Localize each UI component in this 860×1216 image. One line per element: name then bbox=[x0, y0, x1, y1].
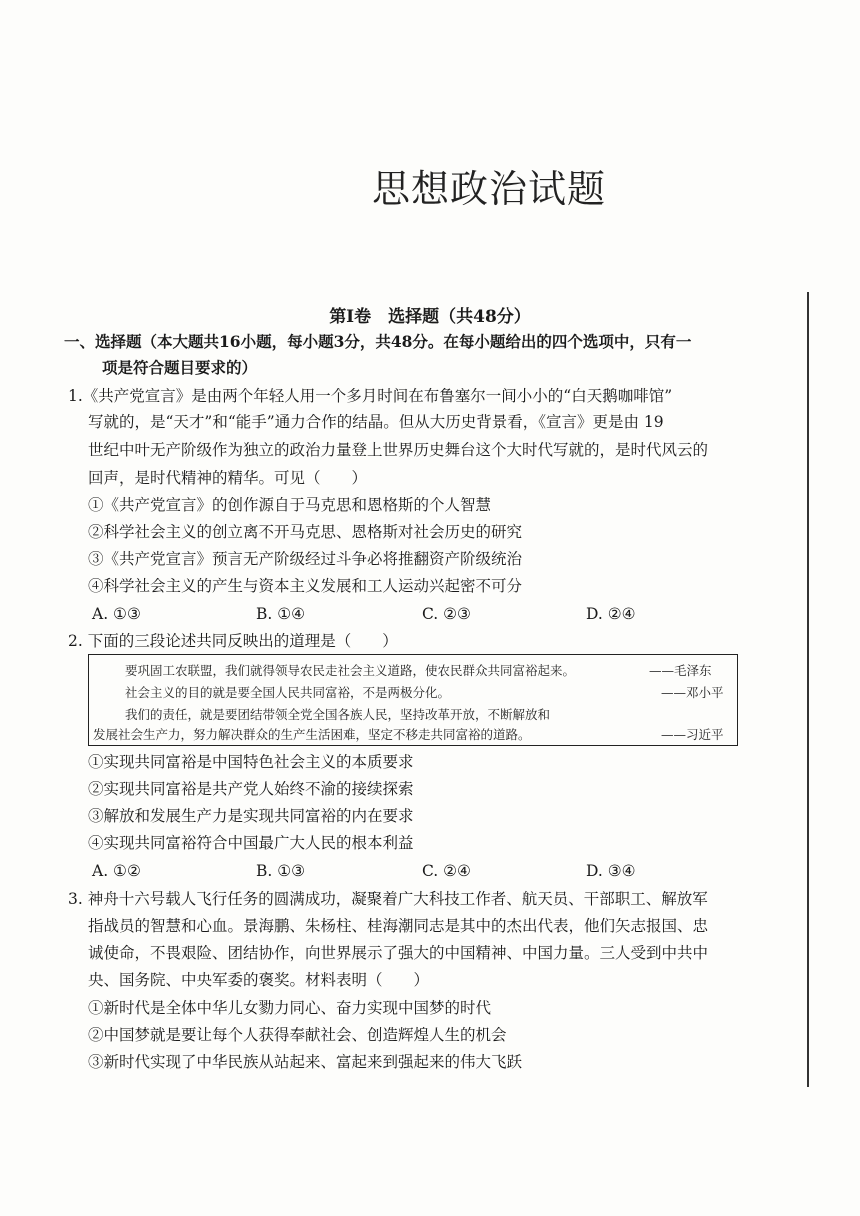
q2-option-a[interactable]: A. ①② bbox=[92, 862, 141, 880]
q2-option-d[interactable]: D. ③④ bbox=[586, 862, 636, 880]
quote-text-3: 我们的责任，就是要团结带领全党全国各族人民，坚持改革开放，不断解放和 bbox=[125, 707, 551, 722]
q1-item-1: ①《共产党宣言》的创作源自于马克思和恩格斯的个人智慧 bbox=[88, 496, 492, 514]
q2-item-2: ②实现共同富裕是共产党人始终不渝的接续探索 bbox=[88, 780, 414, 798]
quote-source-1: ——毛泽东 bbox=[649, 663, 712, 678]
q1-stem-line1: 1.《共产党宣言》是由两个年轻人用一个多月时间在布鲁塞尔一间小小的“白天鹅咖啡馆” bbox=[68, 387, 673, 405]
q3-stem-line4: 央、国务院、中央军委的褒奖。材料表明（ ） bbox=[88, 971, 430, 989]
q3-item-3: ③新时代实现了中华民族从站起来、富起来到强起来的伟大飞跃 bbox=[88, 1053, 523, 1071]
q2-option-b[interactable]: B. ①③ bbox=[256, 862, 306, 880]
quote-source-4: ——习近平 bbox=[661, 727, 724, 742]
q2-stem: 2. 下面的三段论述共同反映出的道理是（ ） bbox=[68, 632, 398, 650]
q1-item-4: ④科学社会主义的产生与资本主义发展和工人运动兴起密不可分 bbox=[88, 577, 523, 595]
quote-text-4: 发展社会生产力，努力解决群众的生产生活困难，坚定不移走共同富裕的道路。 bbox=[93, 727, 531, 742]
q3-item-1: ①新时代是全体中华儿女勠力同心、奋力实现中国梦的时代 bbox=[88, 999, 492, 1017]
q2-item-3: ③解放和发展生产力是实现共同富裕的内在要求 bbox=[88, 807, 414, 825]
quote-box bbox=[88, 654, 738, 746]
margin-rule bbox=[807, 292, 809, 1087]
quote-text-1: 要巩固工农联盟，我们就得领导农民走社会主义道路，使农民群众共同富裕起来。 bbox=[125, 663, 576, 678]
q1-option-b[interactable]: B. ①④ bbox=[256, 605, 306, 623]
q1-stem-line2: 写就的，是“天才”和“能手”通力合作的结晶。但从大历史背景看，《宣言》更是由 19 bbox=[88, 413, 664, 431]
q1-item-3: ③《共产党宣言》预言无产阶级经过斗争必将推翻资产阶级统治 bbox=[88, 550, 523, 568]
q3-stem-line2: 指战员的智慧和心血。景海鹏、朱杨柱、桂海潮同志是其中的杰出代表，他们矢志报国、忠 bbox=[88, 917, 709, 935]
q2-item-4: ④实现共同富裕符合中国最广大人民的根本利益 bbox=[88, 834, 414, 852]
q2-item-1: ①实现共同富裕是中国特色社会主义的本质要求 bbox=[88, 753, 414, 771]
q1-option-a[interactable]: A. ①③ bbox=[92, 605, 141, 623]
q3-item-2: ②中国梦就是要让每个人获得奉献社会、创造辉煌人生的机会 bbox=[88, 1026, 507, 1044]
q1-stem-line3: 世纪中叶无产阶级作为独立的政治力量登上世界历史舞台这个大时代写就的，是时代风云的 bbox=[88, 441, 709, 459]
q2-option-c[interactable]: C. ②④ bbox=[422, 862, 471, 880]
part-instructions-line1: 一、选择题（本大题共16小题，每小题3分，共48分。在每小题给出的四个选项中，只有一 bbox=[64, 332, 692, 351]
page-title: 思想政治试题 bbox=[372, 167, 607, 211]
q1-option-c[interactable]: C. ②③ bbox=[422, 605, 471, 623]
q1-option-d[interactable]: D. ②④ bbox=[586, 605, 636, 623]
q1-stem-line4: 回声，是时代精神的精华。可见（ ） bbox=[88, 469, 368, 487]
q3-stem-line3: 诚使命，不畏艰险、团结协作，向世界展示了强大的中国精神、中国力量。三人受到中共中 bbox=[88, 944, 709, 962]
quote-source-2: ——邓小平 bbox=[661, 685, 724, 700]
part-instructions-line2: 项是符合题目要求的） bbox=[102, 358, 258, 377]
section-title: 第Ⅰ卷 选择题（共48分） bbox=[329, 307, 531, 327]
quote-text-2: 社会主义的目的就是要全国人民共同富裕，不是两极分化。 bbox=[125, 685, 451, 700]
q1-item-2: ②科学社会主义的创立离不开马克思、恩格斯对社会历史的研究 bbox=[88, 523, 523, 541]
q3-stem-line1: 3. 神舟十六号载人飞行任务的圆满成功，凝聚着广大科技工作者、航天员、干部职工、解放军 bbox=[68, 890, 708, 908]
